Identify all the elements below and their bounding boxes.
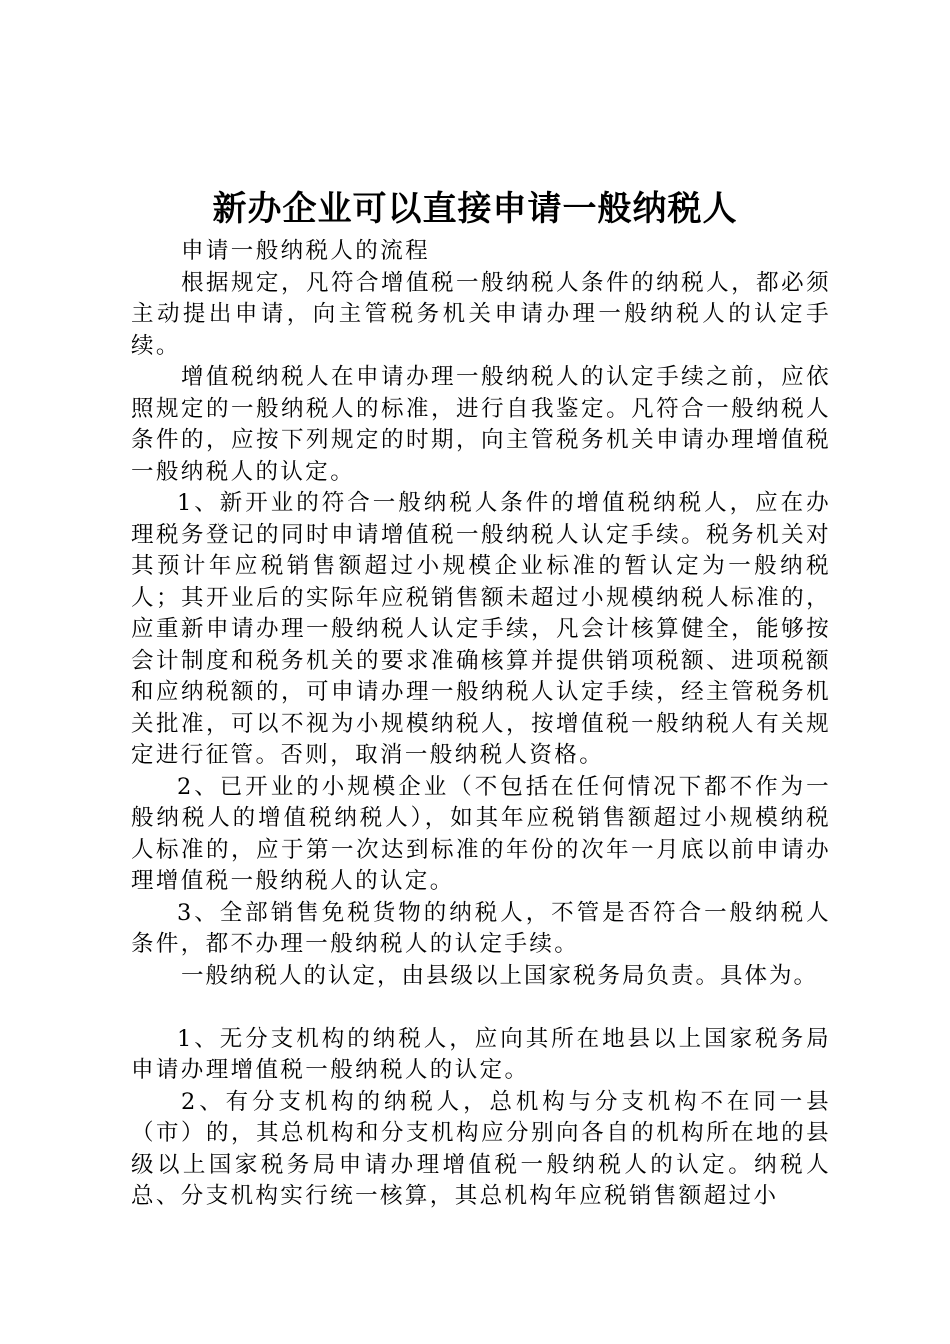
list-item: 2、已开业的小规模企业（不包括在任何情况下都不作为一般纳税人的增值税纳税人），如其年应税销售额超过小规模纳税人标准的，应于第一次达到标准的年份的次年一月底以前申请办理增值税一般纳税人的认定。 xyxy=(131,773,831,894)
paragraph: 增值税纳税人在申请办理一般纳税人的认定手续之前，应依照规定的一般纳税人的标准，进行自我鉴定。凡符合一般纳税人条件的，应按下列规定的时期，向主管税务机关申请办理增值税一般纳税人的认定。 xyxy=(131,364,831,485)
list-item: 3、全部销售免税货物的纳税人，不管是否符合一般纳税人条件，都不办理一般纳税人的认定手续。 xyxy=(131,899,831,957)
paragraph: 一般纳税人的认定，由县级以上国家税务局负责。具体为。 xyxy=(181,962,819,989)
paragraph-subheading: 申请一般纳税人的流程 xyxy=(181,238,431,264)
list-item: 1、新开业的符合一般纳税人条件的增值税纳税人，应在办理税务登记的同时申请增值税一般纳税人认定手续。税务机关对其预计年应税销售额超过小规模企业标准的暂认定为一般纳税人；其开业后的实际年应税销售额未超过小规模纳税人标准的，应重新申请办理一般纳税人认定手续，凡会计核算健全，能够按会计制度和税务机关的要求准确核算并提供销项税额、进项税额和应纳税额的，可申请办理一般纳税人认定手续，经主管税务机关批准，可以不视为小规模纳税人，按增值税一般纳税人有关规定进行征管。否则，取消一般纳税人资格。 xyxy=(131,490,831,768)
list-item: 1、无分支机构的纳税人，应向其所在地县以上国家税务局申请办理增值税一般纳税人的认定。 xyxy=(131,1025,831,1083)
document-body xyxy=(131,236,831,1213)
paragraph: 根据规定，凡符合增值税一般纳税人条件的纳税人，都必须主动提出申请，向主管税务机关申请办理一般纳税人的认定手续。 xyxy=(131,269,831,359)
document-title: 新办企业可以直接申请一般纳税人 xyxy=(212,189,738,229)
list-item: 2、有分支机构的纳税人，总机构与分支机构不在同一县（市）的，其总机构和分支机构应分别向各自的机构所在地的县级以上国家税务局申请办理增值税一般纳税人的认定。纳税人总、分支机构实行统一核算，其总机构年应税销售额超过小 xyxy=(131,1088,831,1209)
blank-line xyxy=(131,992,831,1024)
